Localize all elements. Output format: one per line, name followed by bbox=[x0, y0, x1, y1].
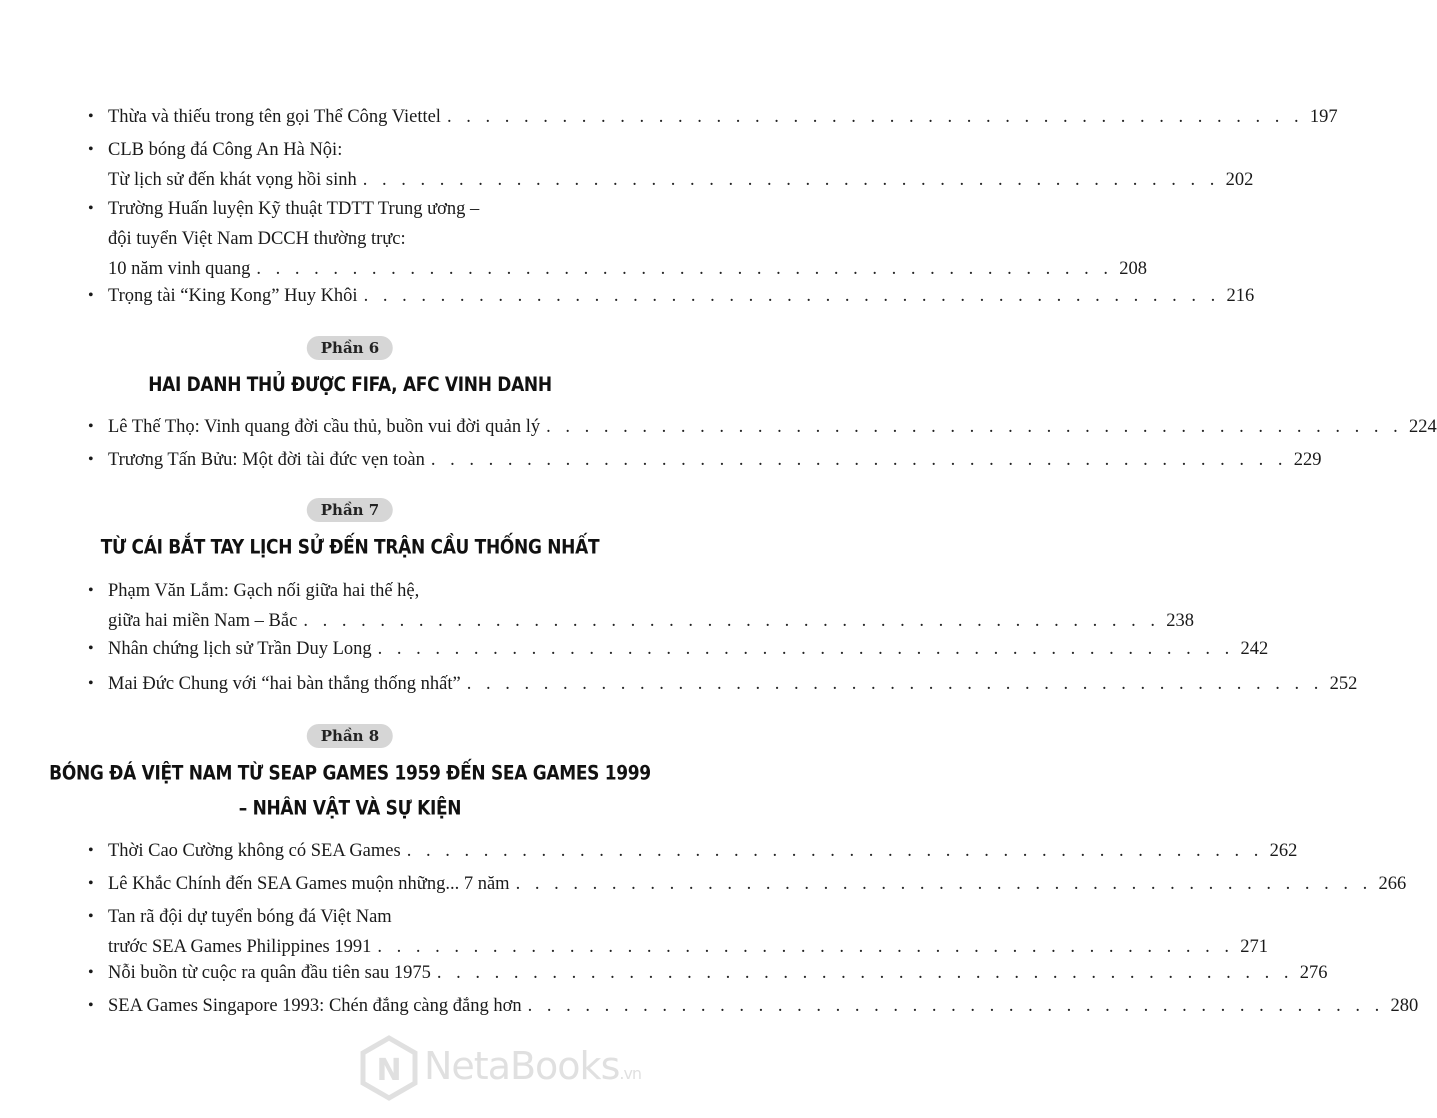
toc-entry-text: đội tuyển Việt Nam DCCH thường trực: bbox=[108, 229, 406, 249]
part-6-title: HAI DANH THỦ ĐƯỢC FIFA, AFC VINH DANH bbox=[148, 373, 552, 397]
watermark-suffix: .vn bbox=[619, 1064, 642, 1083]
toc-item[interactable] bbox=[88, 281, 1255, 311]
toc-item[interactable] bbox=[88, 102, 1338, 132]
bullet: • bbox=[88, 997, 94, 1014]
part-8-title-line1: BÓNG ĐÁ VIỆT NAM TỪ SEAP GAMES 1959 ĐẾN SEA GAMES 1999 bbox=[49, 762, 651, 786]
page-number: 266 bbox=[1378, 874, 1407, 894]
bullet: • bbox=[88, 875, 94, 892]
toc-entry-text: Lê Thế Thọ: Vinh quang đời cầu thủ, buồn vui đời quản lý bbox=[108, 417, 541, 437]
leader-dots: . . . . . . . . . . . . . . . . . . . . . . . . . . . . . . . . . . . . . . . . . . . . . bbox=[436, 963, 1294, 983]
toc-entry-text: Mai Đức Chung với “hai bàn thắng thống nhất” bbox=[108, 674, 461, 694]
part-8-badge: Phần 8 bbox=[307, 724, 393, 748]
page-number: 216 bbox=[1226, 286, 1255, 306]
toc-item[interactable] bbox=[88, 869, 1407, 899]
bullet: • bbox=[88, 451, 94, 468]
toc-entry-text: 10 năm vinh quang bbox=[108, 259, 251, 279]
page-number: 229 bbox=[1293, 450, 1322, 470]
toc-entry-text: Từ lịch sử đến khát vọng hồi sinh bbox=[108, 170, 357, 190]
page-number: 242 bbox=[1240, 639, 1269, 659]
leader-dots: . . . . . . . . . . . . . . . . . . . . . . . . . . . . . . . . . . . . . . . . . . . . . bbox=[256, 259, 1113, 279]
toc-item[interactable] bbox=[88, 445, 1322, 475]
part-6-badge: Phần 6 bbox=[307, 336, 393, 360]
bullet: • bbox=[88, 964, 94, 981]
toc-item[interactable] bbox=[88, 958, 1328, 988]
toc-entry-text: Thừa và thiếu trong tên gọi Thể Công Viettel bbox=[108, 107, 441, 127]
leader-dots: . . . . . . . . . . . . . . . . . . . . . . . . . . . . . . . . . . . . . . . . . . . . . bbox=[377, 639, 1235, 659]
toc-item[interactable] bbox=[88, 836, 1298, 866]
toc-entry-text: Thời Cao Cường không có SEA Games bbox=[108, 841, 401, 861]
page-number: 271 bbox=[1240, 937, 1269, 957]
netabooks-logo-icon bbox=[360, 1036, 418, 1100]
toc-entry-text: Trọng tài “King Kong” Huy Khôi bbox=[108, 286, 358, 306]
leader-dots: . . . . . . . . . . . . . . . . . . . . . . . . . . . . . . . . . . . . . . . . . . . . . bbox=[527, 996, 1385, 1016]
page-number: 252 bbox=[1329, 674, 1358, 694]
toc-item[interactable] bbox=[88, 991, 1419, 1021]
leader-dots: . . . . . . . . . . . . . . . . . . . . . . . . . . . . . . . . . . . . . . . . . . . . . bbox=[446, 107, 1304, 127]
bullet: • bbox=[88, 675, 94, 692]
watermark-text bbox=[424, 1044, 641, 1088]
bullet: • bbox=[88, 842, 94, 859]
page-number: 262 bbox=[1269, 841, 1298, 861]
page-number: 197 bbox=[1309, 107, 1338, 127]
leader-dots: . . . . . . . . . . . . . . . . . . . . . . . . . . . . . . . . . . . . . . . . . . . . . bbox=[406, 841, 1264, 861]
bullet: • bbox=[88, 582, 94, 599]
leader-dots: . . . . . . . . . . . . . . . . . . . . . . . . . . . . . . . . . . . . . . . . . . . . . bbox=[466, 674, 1324, 694]
toc-entry-text: Lê Khắc Chính đến SEA Games muộn những... 7 năm bbox=[108, 874, 510, 894]
toc-entry-text: trước SEA Games Philippines 1991 bbox=[108, 937, 372, 957]
leader-dots: . . . . . . . . . . . . . . . . . . . . . . . . . . . . . . . . . . . . . . . . . . . . . bbox=[303, 611, 1160, 631]
part-7-title: TỪ CÁI BẮT TAY LỊCH SỬ ĐẾN TRẬN CẦU THỐNG NHẤT bbox=[100, 536, 600, 560]
toc-entry-text: Trường Huấn luyện Kỹ thuật TDTT Trung ương – bbox=[108, 199, 480, 219]
page-number: 276 bbox=[1299, 963, 1328, 983]
toc-entry-text: giữa hai miền Nam – Bắc bbox=[108, 611, 298, 631]
bullet: • bbox=[88, 141, 94, 158]
toc-entry-text: Tan rã đội dự tuyển bóng đá Việt Nam bbox=[108, 907, 392, 927]
toc-item[interactable] bbox=[88, 135, 1254, 195]
toc-item[interactable] bbox=[88, 576, 1194, 636]
part-8-title-line2: – NHÂN VẬT VÀ SỰ KIỆN bbox=[238, 797, 462, 821]
page-number: 208 bbox=[1119, 259, 1147, 279]
toc-entry-text: Nhân chứng lịch sử Trần Duy Long bbox=[108, 639, 372, 659]
bullet: • bbox=[88, 640, 94, 657]
page-number: 280 bbox=[1390, 996, 1419, 1016]
toc-item[interactable] bbox=[88, 902, 1269, 962]
part-7-badge: Phần 7 bbox=[307, 498, 393, 522]
leader-dots: . . . . . . . . . . . . . . . . . . . . . . . . . . . . . . . . . . . . . . . . . . . . . bbox=[362, 170, 1220, 190]
toc-item[interactable] bbox=[88, 634, 1269, 664]
bullet: • bbox=[88, 418, 94, 435]
toc-item[interactable] bbox=[88, 412, 1437, 442]
page-number: 224 bbox=[1408, 417, 1437, 437]
watermark-brand: NetaBooks bbox=[424, 1044, 620, 1088]
page-number: 202 bbox=[1225, 170, 1254, 190]
toc-entry-text: Nỗi buồn từ cuộc ra quân đầu tiên sau 1975 bbox=[108, 963, 431, 983]
logo-letter: N bbox=[376, 1053, 402, 1088]
leader-dots: . . . . . . . . . . . . . . . . . . . . . . . . . . . . . . . . . . . . . . . . . . . . . bbox=[546, 417, 1403, 437]
toc-item[interactable] bbox=[88, 194, 1147, 284]
page-number: 238 bbox=[1166, 611, 1194, 631]
leader-dots: . . . . . . . . . . . . . . . . . . . . . . . . . . . . . . . . . . . . . . . . . . . . . bbox=[377, 937, 1235, 957]
leader-dots: . . . . . . . . . . . . . . . . . . . . . . . . . . . . . . . . . . . . . . . . . . . . . bbox=[430, 450, 1288, 470]
bullet: • bbox=[88, 108, 94, 125]
bullet: • bbox=[88, 200, 94, 217]
toc-entry-text: Phạm Văn Lắm: Gạch nối giữa hai thế hệ, bbox=[108, 581, 420, 601]
bullet: • bbox=[88, 287, 94, 304]
toc-entry-text: SEA Games Singapore 1993: Chén đắng càng đắng hơn bbox=[108, 996, 522, 1016]
bullet: • bbox=[88, 908, 94, 925]
toc-entry-text: CLB bóng đá Công An Hà Nội: bbox=[108, 140, 343, 160]
netabooks-watermark bbox=[360, 1030, 690, 1110]
toc-entry-text: Trương Tấn Bửu: Một đời tài đức vẹn toàn bbox=[108, 450, 425, 470]
leader-dots: . . . . . . . . . . . . . . . . . . . . . . . . . . . . . . . . . . . . . . . . . . . . . bbox=[515, 874, 1373, 894]
toc-item[interactable] bbox=[88, 669, 1358, 699]
leader-dots: . . . . . . . . . . . . . . . . . . . . . . . . . . . . . . . . . . . . . . . . . . . . . bbox=[363, 286, 1221, 306]
